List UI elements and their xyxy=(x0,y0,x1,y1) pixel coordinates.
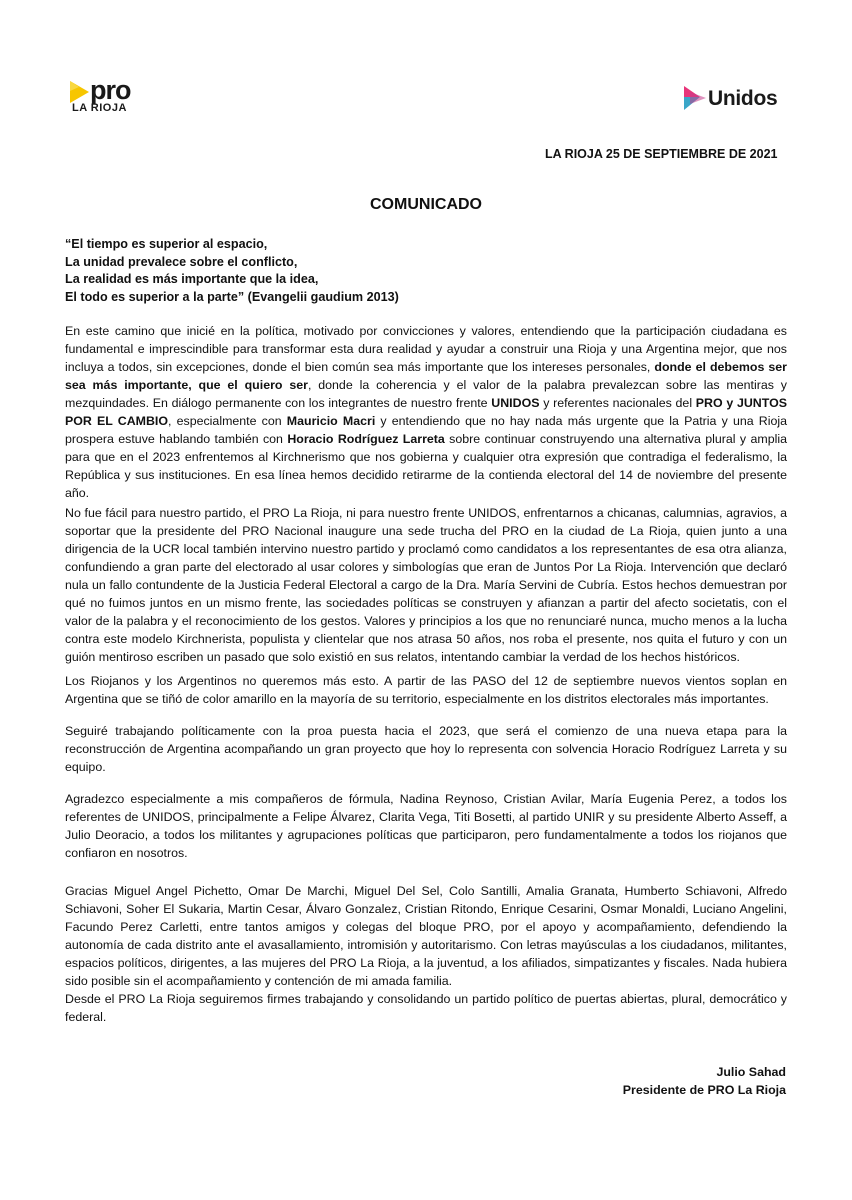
epigraph-quote xyxy=(65,236,399,306)
document-date: LA RIOJA 25 DE SEPTIEMBRE DE 2021 xyxy=(545,147,778,161)
text-span: y entendiendo que no hay nada más urgente que la Patria y una Rioja prospera estuve hablando también con xyxy=(65,414,787,446)
bold-span: Horacio Rodríguez Larreta xyxy=(287,432,445,446)
paragraph-6: Gracias Miguel Angel Pichetto, Omar De Marchi, Miguel Del Sel, Colo Santilli, Amalia Granata, Humberto Schiavoni, Alfredo Schiavoni, Soher El Sukaria, Martin Cesar, Álvaro Gonzalez, Cristian Ritondo, Enrique Cesarini, Osmar Monaldi, Luciano Angelini, Facundo Perez Carletti, entre tantos amigos y colegas del bloque PRO, por el apoyo y acompañamiento, defendiendo la autonomía de cada distrito ante el avasallamiento, intromisión y autoritarismo. Con letras mayúsculas a los ciudadanos, militantes, espacios políticos, dirigentes, a las mujeres del PRO La Rioja, a la juventud, a los afiliados, simpatizantes y fiscales. Nada hubiera sido posible sin el acompañamiento y contención de mi amada familia. xyxy=(65,884,787,988)
quote-line: El todo es superior a la parte” (Evangelii gaudium 2013) xyxy=(65,289,399,304)
quote-line: La unidad prevalece sobre el conflicto, xyxy=(65,254,298,269)
paragraph-1 xyxy=(65,322,787,502)
bold-span: PRO y JUNTOS POR EL CAMBIO xyxy=(65,396,787,428)
quote-line: La realidad es más importante que la idea, xyxy=(65,272,319,286)
pro-la-rioja-logo xyxy=(70,75,180,118)
paragraph-3: Los Riojanos y los Argentinos no queremos más esto. A partir de las PASO del 12 de septiembre nuevos vientos soplan en Argentina que se tiñó de color amarillo en la mayoría de su territorio, especialmente en los distritos electorales más importantes. xyxy=(65,674,787,706)
quote-line: “El tiempo es superior al espacio, xyxy=(65,237,268,251)
pro-play-triangle-icon xyxy=(70,81,90,103)
text-span: sobre continuar construyendo una alternativa plural y amplia para que en el 2023 enfrentemos al Kirchnerismo que nos gobierna y cualquier otra expresión que contradiga el federalismo, la República y sus instituciones. En esa línea hemos decidido retirarme de la contienda electoral del 14 de noviembre del presente año. xyxy=(65,432,787,500)
text-span: y referentes nacionales del xyxy=(539,396,696,410)
bold-span: UNIDOS xyxy=(491,396,540,410)
bold-span: donde el debemos ser sea más importante, que el quiero ser xyxy=(65,360,788,392)
text-span: , donde la coherencia y el valor de la palabra prevalezcan sobre las mentiras y mezquindades. En diálogo permanente con los integrantes de nuestro frente xyxy=(65,378,787,410)
paragraph-4: Seguiré trabajando políticamente con la proa puesta hacia el 2023, que será el comienzo de una nueva etapa para la reconstrucción de Argentina acompañando un gran proyecto que hoy lo representa con solvencia Horacio Rodríguez Larreta y su equipo. xyxy=(65,724,787,774)
document-title: COMUNICADO xyxy=(370,196,482,213)
paragraph-2: No fue fácil para nuestro partido, el PRO La Rioja, ni para nuestro frente UNIDOS, enfrentarnos a chicanas, calumnias, agravios, a soportar que la presidente del PRO Nacional inaugure una sede trucha del PRO en la ciudad de La Rioja, quien junto a una dirigencia de la UCR local también intervino nuestro partido y proclamó como candidatos a los representantes de esa otra alianza, confundiendo a gran parte del electorado al usar colores y simbologías que eran de Juntos Por La Rioja. Intervención que declaró nula un fallo contundente de la Justicia Federal Electoral a cargo de la Dra. María Servini de Cubría. Estos hechos demuestran por qué no fuimos juntos en un mismo frente, las sociedades políticas se construyen y afianzan a partir del afecto societatis, con el valor de la palabra y el reconocimiento de los gestos. Valores y principios a los que no renunciaré nunca, mucho menos a la lucha contra este modelo Kirchnerista, populista y clientelar que nos atrasa 50 años, nos roba el presente, nos quita el futuro y con un guión mentiroso escriben un pasado que solo existió en sus relatos, intentando cambiar la verdad de los hechos históricos. xyxy=(65,506,787,664)
unidos-logo-word: Unidos xyxy=(708,87,778,110)
unidos-logo xyxy=(684,84,794,114)
unidos-arrow-icon xyxy=(684,84,708,112)
pro-logo-subtitle: LA RIOJA xyxy=(72,102,127,114)
text-span: , especialmente con xyxy=(168,414,287,428)
signature-name: Julio Sahad xyxy=(716,1065,786,1079)
text-span: En este camino que inicié en la política, motivado por convicciones y valores, entendiendo que la participación ciudadana es fundamental e imprescindible para transformar esta dura realidad y ayudar a construir una Rioja y una Argentina mejor, que nos incluya a todos, sin excepciones, donde el bien común sea más importante que los intereses personales, xyxy=(65,324,787,374)
bold-span: Mauricio Macri xyxy=(286,414,376,428)
pro-logo-word: pro xyxy=(90,75,131,105)
signature-block xyxy=(623,1063,786,1099)
paragraph-5: Agradezco especialmente a mis compañeros de fórmula, Nadina Reynoso, Cristian Avilar, María Eugenia Perez, a todos los referentes de UNIDOS, principalmente a Felipe Álvarez, Clarita Vega, Titi Bosetti, al partido UNIR y su presidente Alberto Asseff, a Julio Deoracio, a todos los militantes y agrupaciones políticas que participaron, pero fundamentalmente a todos los riojanos que confiaron en nosotros. xyxy=(65,792,787,860)
paragraph-7: Desde el PRO La Rioja seguiremos firmes trabajando y consolidando un partido político de puertas abiertas, plural, democrático y federal. xyxy=(65,992,787,1024)
signature-role: Presidente de PRO La Rioja xyxy=(622,1083,786,1097)
